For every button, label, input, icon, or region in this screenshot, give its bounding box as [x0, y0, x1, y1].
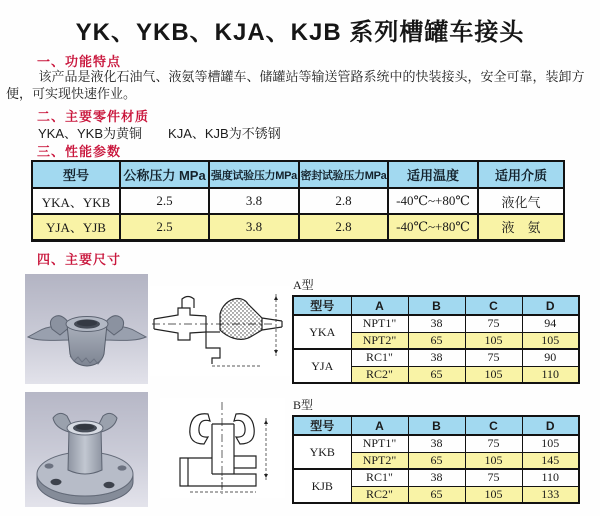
cell-c: 75: [465, 315, 522, 332]
col-d: D: [522, 416, 579, 435]
cell-d: 110: [522, 366, 579, 383]
dimension-table-a: [292, 295, 580, 384]
cell-thread: NPT1": [351, 435, 408, 452]
b-type-section-drawing: [160, 398, 285, 498]
cell-thread: RC1": [351, 469, 408, 486]
col-d: D: [522, 296, 579, 315]
cell-c: 105: [465, 332, 522, 349]
col-nominal-pressure: 公称压力 MPa: [120, 161, 209, 188]
cell-model: KJB: [293, 469, 351, 503]
dim-a-header-row: [293, 296, 579, 315]
col-c: C: [465, 296, 522, 315]
col-temperature: 适用温度: [388, 161, 478, 188]
cell-temp: -40℃~+80℃: [388, 214, 478, 240]
cell-nominal: 2.5: [120, 214, 209, 240]
cell-d: 94: [522, 315, 579, 332]
cell-model: YJA、YJB: [32, 214, 120, 240]
cell-thread: NPT2": [351, 452, 408, 469]
cell-b: 38: [408, 349, 465, 366]
cell-b: 65: [408, 332, 465, 349]
cell-d: 105: [522, 332, 579, 349]
cell-thread: RC2": [351, 486, 408, 503]
cell-nominal: 2.5: [120, 188, 209, 214]
col-model: 型号: [293, 416, 351, 435]
cell-c: 105: [465, 452, 522, 469]
section-heading-dimensions: 四、主要尺寸: [37, 252, 122, 267]
cell-c: 75: [465, 349, 522, 366]
features-paragraph: 该产品是液化石油气、液氨等槽罐车、储罐站等输送管路系统中的快装接头，安全可靠，装卸方便，可实现快速作业。: [6, 69, 585, 101]
cell-thread: RC2": [351, 366, 408, 383]
cell-b: 65: [408, 366, 465, 383]
performance-table: [31, 160, 565, 242]
table-row: [293, 435, 579, 452]
cell-thread: RC1": [351, 349, 408, 366]
cell-d: 145: [522, 452, 579, 469]
col-model: 型号: [32, 161, 120, 188]
col-a: A: [351, 416, 408, 435]
col-media: 适用介质: [478, 161, 564, 188]
cell-b: 38: [408, 469, 465, 486]
wing-cam-coupling-photo: [25, 274, 148, 384]
col-b: B: [408, 296, 465, 315]
cell-d: 133: [522, 486, 579, 503]
page-title: YK、YKB、KJA、KJB 系列槽罐车接头: [75, 19, 525, 46]
table-row: [32, 188, 564, 214]
cell-c: 75: [465, 469, 522, 486]
a-type-section-drawing: [150, 286, 290, 376]
cell-seal: 2.8: [299, 214, 388, 240]
table-row: [293, 469, 579, 486]
cell-temp: -40℃~+80℃: [388, 188, 478, 214]
dim-b-header-row: [293, 416, 579, 435]
cell-b: 38: [408, 315, 465, 332]
dimension-block-a: [292, 276, 578, 384]
col-c: C: [465, 416, 522, 435]
cell-strength: 3.8: [209, 214, 299, 240]
cell-thread: NPT1": [351, 315, 408, 332]
cell-model: YKB: [293, 435, 351, 469]
col-model: 型号: [293, 296, 351, 315]
cell-c: 75: [465, 435, 522, 452]
cell-model: YKA: [293, 315, 351, 349]
dimension-table-b: [292, 415, 580, 504]
cell-media: 液化气: [478, 188, 564, 214]
cell-strength: 3.8: [209, 188, 299, 214]
cell-b: 65: [408, 486, 465, 503]
performance-header-row: [32, 161, 564, 188]
cell-model: YKA、YKB: [32, 188, 120, 214]
cell-d: 110: [522, 469, 579, 486]
flanged-coupling-photo: [25, 392, 148, 507]
dim-table-b-label: B型: [293, 398, 314, 412]
cell-c: 105: [465, 486, 522, 503]
cell-b: 65: [408, 452, 465, 469]
cell-thread: NPT2": [351, 332, 408, 349]
cell-b: 38: [408, 435, 465, 452]
cell-seal: 2.8: [299, 188, 388, 214]
cell-model: YJA: [293, 349, 351, 383]
cell-media: 液 氨: [478, 214, 564, 240]
table-row: [32, 214, 564, 240]
section-heading-materials: 二、主要零件材质: [37, 109, 150, 124]
dim-table-a-label: A型: [293, 278, 314, 292]
table-row: [293, 349, 579, 366]
materials-text: YKA、YKB为黄铜 KJA、KJB为不锈钢: [38, 126, 281, 141]
table-row: [293, 315, 579, 332]
cell-d: 105: [522, 435, 579, 452]
col-strength-test-pressure: 强度试验压力MPa: [209, 161, 299, 188]
dimension-block-b: [292, 396, 578, 504]
cell-d: 90: [522, 349, 579, 366]
col-a: A: [351, 296, 408, 315]
col-seal-test-pressure: 密封试验压力MPa: [299, 161, 388, 188]
col-b: B: [408, 416, 465, 435]
section-heading-performance: 三、性能参数: [37, 144, 122, 159]
cell-c: 105: [465, 366, 522, 383]
section-heading-features: 一、功能特点: [37, 54, 122, 69]
